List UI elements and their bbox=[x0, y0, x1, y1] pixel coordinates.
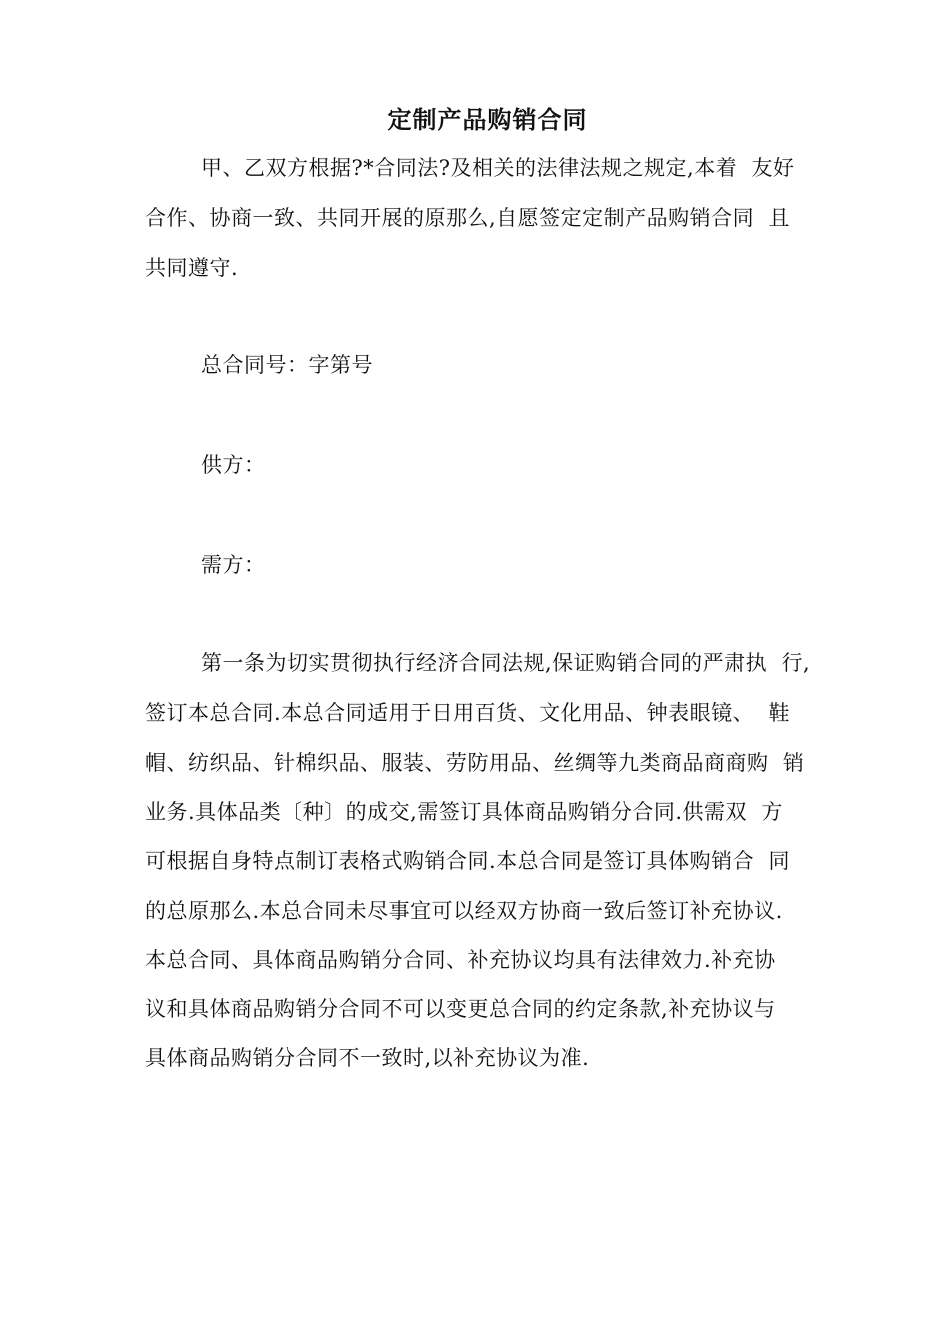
article1-line: 的总原那么.本总合同未尽事宜可以经双方协商一致后签订补充协议. bbox=[145, 899, 783, 923]
article1-line: 可根据自身特点制订表格式购销合同.本总合同是签订具体购销合 同 bbox=[145, 849, 791, 873]
preamble-line: 合作、协商一致、共同开展的原那么,自愿签定定制产品购销合同 且 bbox=[145, 206, 791, 230]
contract-number-field: 总合同号：字第号 bbox=[201, 353, 373, 377]
article1-line: 议和具体商品购销分合同不可以变更总合同的约定条款,补充协议与 bbox=[145, 997, 776, 1021]
article1-line: 业务.具体品类〔种〕的成交,需签订具体商品购销分合同.供需双 方 bbox=[145, 800, 783, 824]
article1-line: 本总合同、具体商品购销分合同、补充协议均具有法律效力.补充协 bbox=[145, 948, 776, 972]
document-title: 定制产品购销合同 bbox=[387, 105, 588, 134]
article1-line: 第一条为切实贯彻执行经济合同法规,保证购销合同的严肃执 行, bbox=[201, 651, 811, 675]
supplier-field: 供方： bbox=[201, 453, 266, 477]
article1-line: 签订本总合同.本总合同适用于日用百货、文化用品、钟表眼镜、 鞋 bbox=[145, 701, 791, 725]
preamble-line: 共同遵守. bbox=[145, 256, 239, 280]
buyer-field: 需方： bbox=[201, 553, 266, 577]
preamble-line: 甲、乙双方根据?*合同法?及相关的法律法规之规定,本着 友好 bbox=[201, 156, 795, 180]
article1-line: 具体商品购销分合同不一致时,以补充协议为准. bbox=[145, 1046, 590, 1070]
article1-line: 帽、纺织品、针棉织品、服装、劳防用品、丝绸等九类商品商商购 销 bbox=[145, 751, 805, 775]
